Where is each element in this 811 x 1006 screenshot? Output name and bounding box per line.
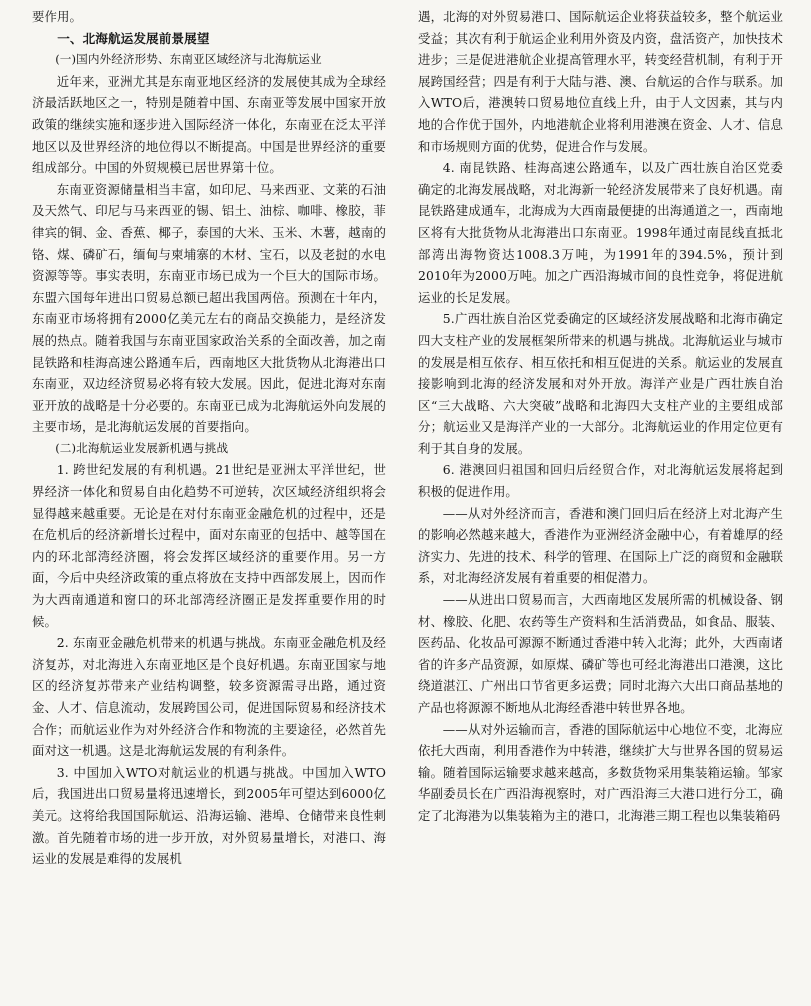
paragraph: 近年来，亚洲尤其是东南亚地区经济的发展使其成为全球经济最活跃地区之一，特别是随着中国、东南亚等发展中国家开放政策的继续实施和逐步进入国际经济一体化，东南亚在泛太平洋地区以及世界经济的地位得以不断提高。中国是世界经济的重要组成部分。中国的外贸规模已居世界第十位。 xyxy=(32,73,386,176)
paragraph: ——从对外经济而言，香港和澳门回归后在经济上对北海产生的影响必然越来越大，香港作为亚洲经济金融中心，有着雄厚的经济实力、先进的技术、科学的管理、在国际上广泛的商贸和金融联系，对北海经济发展有着重要的相促潜力。 xyxy=(418,505,783,586)
paragraph: 6. 港澳回归祖国和回归后经贸合作，对北海航运发展将起到积极的促进作用。 xyxy=(418,462,783,500)
paragraph: 4. 南昆铁路、桂海高速公路通车，以及广西壮族自治区党委确定的北海发展战略，对北海新一轮经济发展带来了良好机遇。南昆铁路建成通车，北海成为大西南最便捷的出海通道之一，西南地区将有大批货物从北海港出口东南亚。1998年通过南昆线直抵北部湾出海物资达1008.3万吨，为1991年的394.5%，预计到2010年为2000万吨。加之广西沿海城市间的良性竞争，将促进航运业的长足发展。 xyxy=(418,160,783,305)
paragraph: 东南亚资源储量相当丰富，如印尼、马来西亚、文莱的石油及天然气、印尼与马来西亚的锡、铝土、油棕、咖啡、橡胶，菲律宾的铜、金、香蕉、椰子，泰国的大米、玉米、木薯，越南的铬、煤、磷矿石，缅甸与柬埔寨的木材、宝石，以及老挝的水电资源等等。事实表明，东南亚市场已成为一个巨大的国际市场。东盟六国每年进出口贸易总额已超出我国两倍。预测在十年内，东南亚市场将拥有2000亿美元左右的商品交换能力，是经济发展的热点。随着我国与东南亚国家政治关系的全面改善，加之南昆铁路和桂海高速公路通车后，西南地区大批货物从北海港出口东南亚，双边经济贸易必将有较大发展。因此，促进北海对东南亚开放的战略是十分必要的。东南亚已成为北海航运外向发展的主要市场，是北海航运发展的首要指向。 xyxy=(32,181,386,435)
paragraph: ——从进出口贸易而言，大西南地区发展所需的机械设备、钢材、橡胶、化肥、农药等生产资料和生活消费品，如食品、服装、医药品、化妆品可源源不断通过香港中转入北海；此外，大西南诸省的许多产品资源，如原煤、磷矿等也可经北海港出口港澳，这比绕道湛江、广州出口节省更多运费；同时北海六大出口商品基地的产品也将源源不断地从北海经香港中转世界各地。 xyxy=(418,592,783,715)
paragraph: 3. 中国加入WTO对航运业的机遇与挑战。中国加入WTO后，我国进出口贸易量将迅速增长，到2005年可望达到6000亿美元。这将给我国国际航运、沿海运输、港埠、仓储带来良性刺激。首先随着市场的进一步开放，对外贸易量增长，对港口、海运业的发展是难得的发展机 xyxy=(32,764,386,867)
paragraph: 2. 东南亚金融危机带来的机遇与挑战。东南亚金融危机及经济复苏，对北海进入东南亚地区是个良好机遇。东南亚国家与地区的经济复苏带来产业结构调整，较多资源需寻出路，通过资金、人才、信息流动，发展跨国公司，促进国际贸易和经济技术合作；而航运业作为对外经济合作和物流的主要途径，必然首先面对这一机遇。这是北海航运发展的有利条件。 xyxy=(32,635,386,759)
lead-fragment: 要作用。 xyxy=(32,9,82,24)
right-column xyxy=(418,6,783,827)
section-heading: 一、北海航运发展前景展望 xyxy=(57,30,210,46)
left-column xyxy=(32,6,386,870)
paragraph: 1. 跨世纪发展的有利机遇。21世纪是亚洲太平洋世纪，世界经济一体化和贸易自由化趋势不可逆转，次区域经济组织将会显得越来越重要。无论是在对付东南亚金融危机的过程中，还是在危机后的经济新增长过程中，面对东南亚的包括中、越等国在内的环北部湾经济圈，将会发挥区域经济的重要作用。另一方面，今后中央经济政策的重点将放在支持中西部发展上，因而作为大西南通道和窗口的环北部湾经济圈正是发挥重要作用的时候。 xyxy=(32,462,386,629)
paragraph-continued: 遇，北海的对外贸易港口、国际航运企业将获益较多，整个航运业受益；其次有利于航运企业利用外资及内资，盘活资产，加快技术进步；三是促进港航企业提高管理水平，转变经营机制，有利于开展跨国经营；四是有利于大陆与港、澳、台航运的合作与联系。加入WTO后，港澳转口贸易地位直线上升，由于人文因素，其与内地的合作优于国外，内地港航企业将利用港澳在资金、人才、信息和市场规则方面的优势，促进合作与发展。 xyxy=(418,9,783,154)
paragraph: ——从对外运输而言，香港的国际航运中心地位不变，北海应依托大西南，利用香港作为中转港，继续扩大与世界各国的贸易运输。随着国际运输要求越来越高，多数货物采用集装箱运输。邹家华副委员长在广西沿海视察时，对广西沿海三大港口进行分工，确定了北海港为以集装箱为主的港口，北海港三期工程也以集装箱码 xyxy=(418,721,783,823)
subheading-new-opportunities: (二)北海航运业发展新机遇与挑战 xyxy=(55,440,229,455)
subheading-domestic-international: (一)国内外经济形势、东南亚区域经济与北海航运业 xyxy=(55,52,322,67)
paragraph: 5.广西壮族自治区党委确定的区域经济发展战略和北海市确定四大支柱产业的发展框架所带来的机遇与挑战。北海航运业与城市的发展是相互依存、相互依托和相互促进的关系。航运业的发展直接影响到北海的经济发展和对外开放。海洋产业是广西壮族自治区“三大战略、六大突破”战略和北海四大支柱产业的主要组成部分；航运业又是海洋产业的一大部分。北海航运业的作用定位更有利于其自身的发展。 xyxy=(418,311,783,456)
